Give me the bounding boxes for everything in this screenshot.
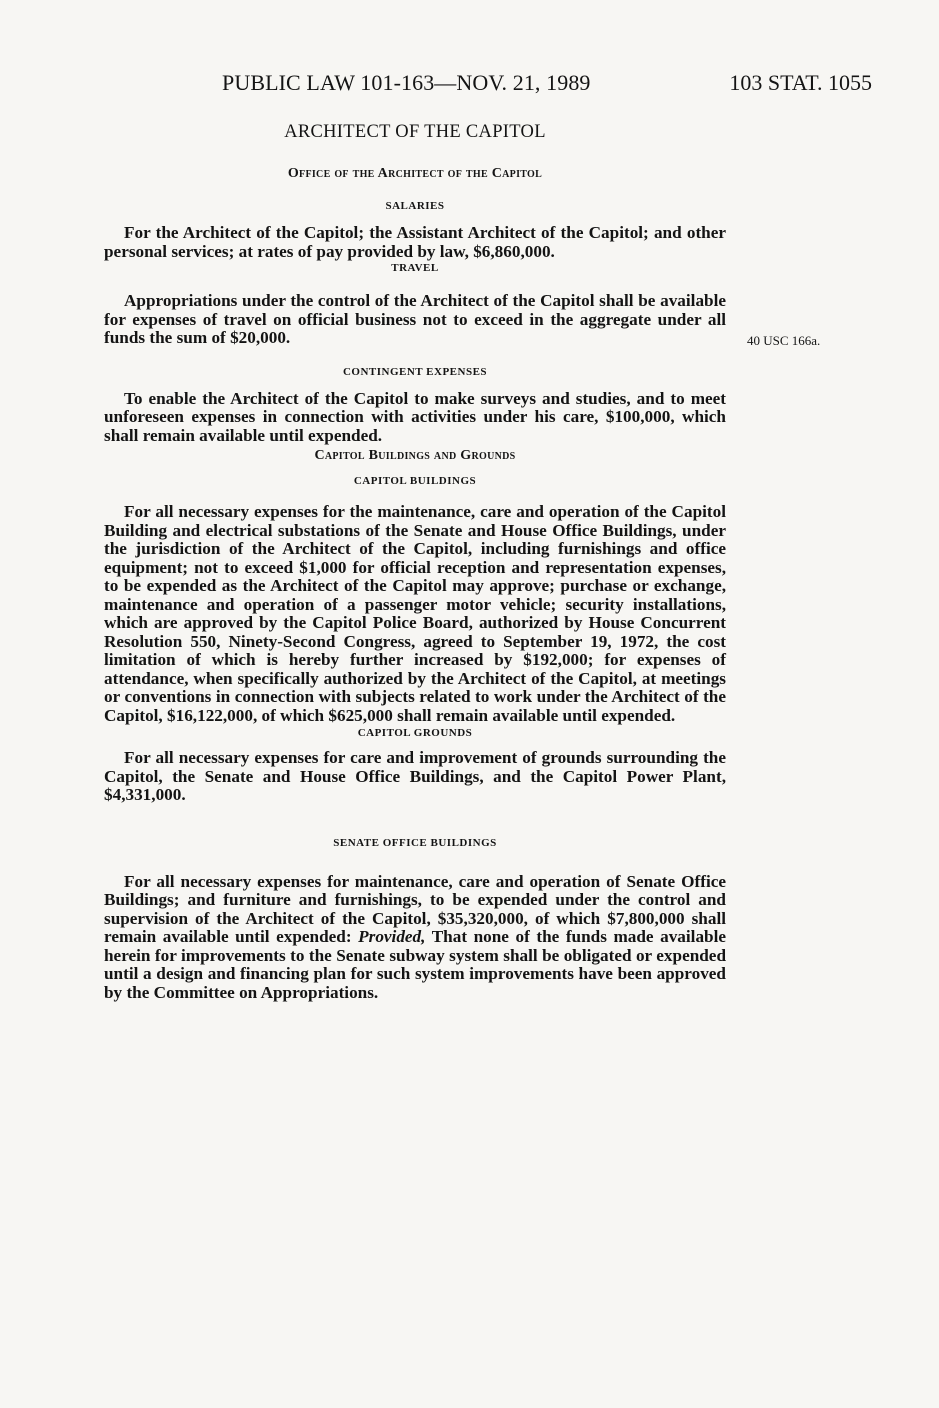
body-column	[104, 118, 726, 1002]
running-head-right: 103 STAT. 1055	[729, 70, 872, 95]
buildings-grounds-heading: Capitol Buildings and Grounds	[314, 448, 516, 463]
running-head	[222, 70, 872, 100]
contingent-paragraph: To enable the Architect of the Capitol to make surveys and studies, and to meet unforeseen expenses in connection with activities under his care, $100,000, which shall remain available until expended.	[104, 388, 726, 445]
capitol-grounds-heading: CAPITOL GROUNDS	[357, 727, 473, 739]
running-head-left: PUBLIC LAW 101-163—NOV. 21, 1989	[222, 70, 591, 95]
contingent-heading: CONTINGENT EXPENSES	[342, 365, 488, 378]
travel-paragraph: Appropriations under the control of the Architect of the Capitol shall be available for expenses of travel on official business not to exceed in the aggregate under all funds the sum of $20,000.	[104, 291, 726, 347]
travel-heading: TRAVEL	[391, 262, 439, 274]
capitol-buildings-heading: CAPITOL BUILDINGS	[353, 475, 477, 487]
margin-note-citation: 40 USC 166a.	[747, 333, 821, 348]
salaries-paragraph: For the Architect of the Capitol; the Assistant Architect of the Capitol; and other personal services; at rates of pay provided by law, $6,860,000.	[104, 223, 726, 261]
capitol-buildings-paragraph: For all necessary expenses for the maintenance, care and operation of the Capitol Building and electrical substations of the Senate and House Office Buildings, under the jurisdiction of the Architect of the Capitol, including furnishings and office equipment; not to exceed $1,000 for official reception and representation expenses, to be expended as the Architect of the Capitol may approve; purchase or exchange, maintenance and operation of a passenger motor vehicle; security installations, which are approved by the Capitol Police Board, authorized by House Concurrent Resolution 550, Ninety-Second Congress, agreed to September 19, 1972, the cost limitation of which is hereby further increased by $192,000; for expenses of attendance, when specifically authorized by the Architect of the Capitol, at meetings or conventions in connection with subjects related to work under the Architect of the Capitol, $16,122,000, of which $625,000 shall remain available until expended.	[104, 502, 726, 725]
salaries-heading: SALARIES	[385, 200, 445, 212]
office-heading: Office of the Architect of the Capitol	[287, 166, 543, 181]
senate-text-part-b: That none of the funds made available herein for improvements to the Senate subway system shall be obligated or expended until a design and financing plan for such system improvements have been approved by the Committee on Appropriations.	[104, 927, 727, 1002]
page-title: ARCHITECT OF THE CAPITOL	[284, 122, 546, 142]
senate-provided-proviso: Provided,	[358, 927, 426, 946]
capitol-grounds-paragraph: For all necessary expenses for care and improvement of grounds surrounding the Capitol, the Senate and House Office Buildings, and the Capitol Power Plant, $4,331,000.	[104, 748, 726, 804]
senate-office-buildings-paragraph	[104, 873, 726, 1003]
senate-office-buildings-heading: SENATE OFFICE BUILDINGS	[333, 836, 497, 849]
senate-text-part-a: For all necessary expenses for maintenance, care and operation of Senate Office Buildings; and furniture and furnishings, to be expended under the control and supervision of the Architect of the Capitol, $35,320,000, of which $7,800,000 shall remain available until expended:	[104, 871, 726, 946]
